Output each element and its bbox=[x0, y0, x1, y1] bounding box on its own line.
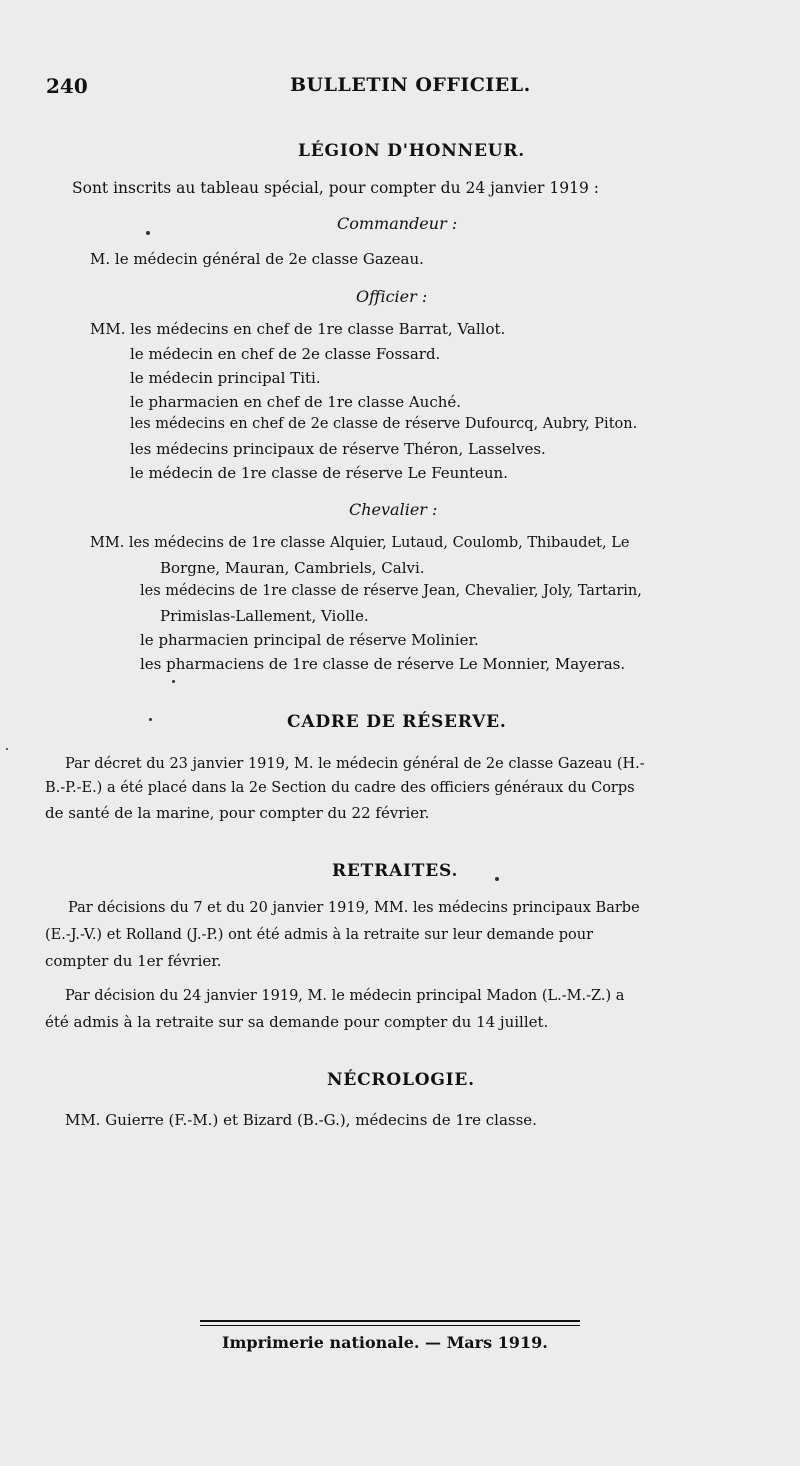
chevalier-line: les pharmaciens de 1re classe de réserve Le Monnier, Mayeras. bbox=[140, 655, 626, 673]
retraites-line: compter du 1er février. bbox=[45, 952, 222, 970]
officier-line: le médecin de 1re classe de réserve Le Feunteun. bbox=[130, 464, 508, 482]
subheading-commandeur: Commandeur : bbox=[337, 214, 458, 233]
cadre-line: Par décret du 23 janvier 1919, M. le médecin général de 2e classe Gazeau (H.- bbox=[65, 756, 645, 772]
chevalier-line: Primislas-Lallement, Violle. bbox=[160, 607, 369, 625]
section-title-cadre: CADRE DE RÉSERVE. bbox=[287, 712, 507, 732]
retraites-line: Par décisions du 7 et du 20 janvier 1919, MM. les médecins principaux Barbe bbox=[68, 900, 640, 916]
scan-speck bbox=[172, 680, 175, 683]
chevalier-line: le pharmacien principal de réserve Molinier. bbox=[140, 631, 479, 649]
scan-speck bbox=[149, 718, 152, 721]
commandeur-line: M. le médecin général de 2e classe Gazeau. bbox=[90, 250, 424, 268]
section-title-retraites: RETRAITES. bbox=[332, 861, 459, 881]
cadre-line: de santé de la marine, pour compter du 22 février. bbox=[45, 804, 430, 822]
officier-line: MM. les médecins en chef de 1re classe Barrat, Vallot. bbox=[90, 320, 506, 338]
chevalier-line: Borgne, Mauran, Cambriels, Calvi. bbox=[160, 559, 425, 577]
page-number: 240 bbox=[46, 74, 88, 98]
officier-line: les médecins en chef de 2e classe de réserve Dufourcq, Aubry, Piton. bbox=[130, 416, 638, 432]
cadre-line: B.-P.-E.) a été placé dans la 2e Section du cadre des officiers généraux du Corps bbox=[45, 780, 635, 796]
printer-imprint: Imprimerie nationale. — Mars 1919. bbox=[222, 1333, 548, 1352]
officier-line: le pharmacien en chef de 1re classe Auché. bbox=[130, 393, 462, 411]
retraites-line: été admis à la retraite sur sa demande pour compter du 14 juillet. bbox=[45, 1013, 549, 1031]
officier-line: les médecins principaux de réserve Théron, Lasselves. bbox=[130, 440, 546, 458]
subheading-officier: Officier : bbox=[356, 287, 428, 306]
officier-line: le médecin en chef de 2e classe Fossard. bbox=[130, 345, 441, 363]
subheading-chevalier: Chevalier : bbox=[349, 500, 438, 519]
scan-speck bbox=[6, 748, 8, 750]
section-title-legion: LÉGION D'HONNEUR. bbox=[298, 141, 525, 161]
retraites-line: (E.-J.-V.) et Rolland (J.-P.) ont été admis à la retraite sur leur demande pour bbox=[45, 927, 594, 943]
chevalier-line: MM. les médecins de 1re classe Alquier, Lutaud, Coulomb, Thibaudet, Le bbox=[90, 535, 630, 551]
footer-rule bbox=[200, 1325, 580, 1326]
section-title-necrologie: NÉCROLOGIE. bbox=[327, 1070, 475, 1090]
legion-intro: Sont inscrits au tableau spécial, pour compter du 24 janvier 1919 : bbox=[72, 179, 599, 197]
footer-rule bbox=[200, 1320, 580, 1322]
officier-line: le médecin principal Titi. bbox=[130, 369, 321, 387]
scan-speck bbox=[146, 231, 150, 235]
running-header: BULLETIN OFFICIEL. bbox=[290, 74, 531, 96]
retraites-line: Par décision du 24 janvier 1919, M. le médecin principal Madon (L.-M.-Z.) a bbox=[65, 988, 625, 1004]
necrologie-line: MM. Guierre (F.-M.) et Bizard (B.-G.), médecins de 1re classe. bbox=[65, 1111, 537, 1129]
scan-speck bbox=[495, 877, 499, 881]
chevalier-line: les médecins de 1re classe de réserve Jean, Chevalier, Joly, Tartarin, bbox=[140, 583, 642, 599]
